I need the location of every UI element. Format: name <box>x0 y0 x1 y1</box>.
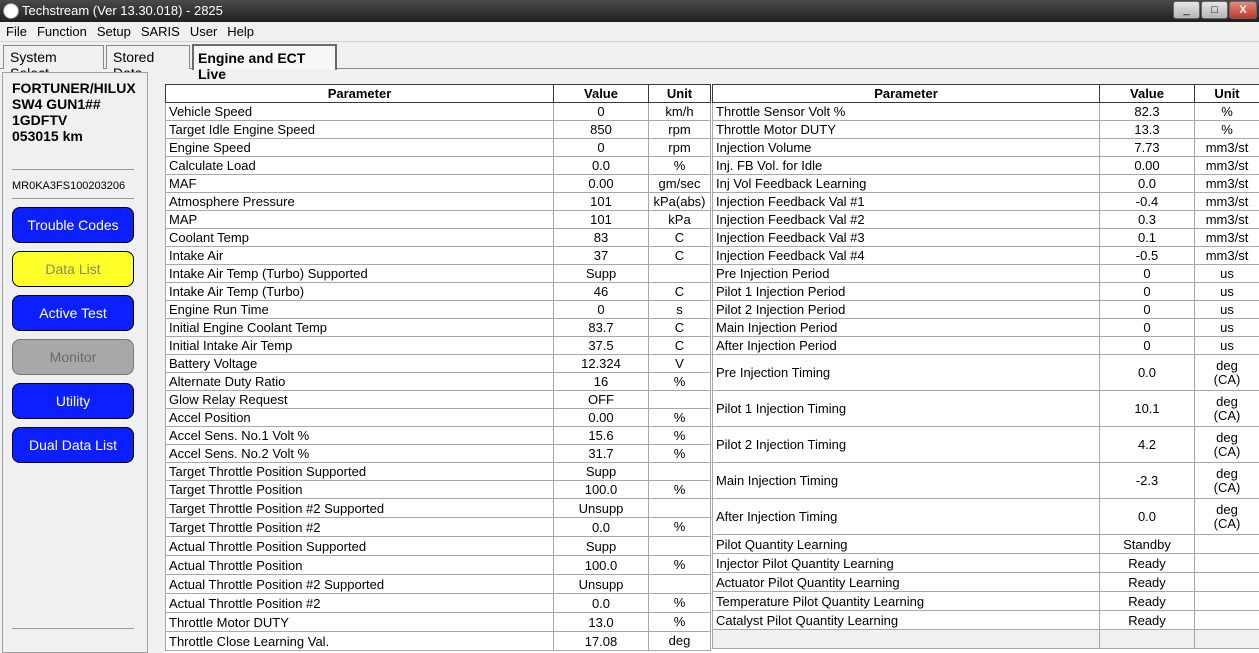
unit-header[interactable]: Unit <box>1195 85 1259 103</box>
value-cell: 0.00 <box>554 409 649 427</box>
value-cell: 0 <box>1100 283 1195 301</box>
parameter-cell: Pre Injection Period <box>713 265 1100 283</box>
parameter-cell: Actual Throttle Position <box>166 556 554 575</box>
unit-cell: kPa <box>649 211 711 229</box>
unit-cell: mm3/st <box>1195 247 1259 265</box>
table-row[interactable] <box>166 193 711 211</box>
value-cell: 13.3 <box>1100 121 1195 139</box>
parameter-header[interactable]: Parameter <box>713 85 1100 103</box>
table-row[interactable] <box>713 592 1259 611</box>
parameter-cell: Catalyst Pilot Quantity Learning <box>713 611 1100 630</box>
parameter-cell: Vehicle Speed <box>166 103 554 121</box>
value-cell: Supp <box>554 537 649 556</box>
value-cell: 100.0 <box>554 556 649 575</box>
unit-cell: deg (CA) <box>1195 391 1259 427</box>
table-row[interactable] <box>713 535 1259 554</box>
table-row[interactable] <box>166 575 711 594</box>
parameter-cell: Target Throttle Position #2 <box>166 518 554 537</box>
unit-cell: % <box>1195 121 1259 139</box>
unit-cell: C <box>649 229 711 247</box>
parameter-cell: Injection Feedback Val #4 <box>713 247 1100 265</box>
value-cell: Standby <box>1100 535 1195 554</box>
unit-cell <box>649 499 711 518</box>
unit-cell <box>649 391 711 409</box>
value-cell: 46 <box>554 283 649 301</box>
unit-cell: V <box>649 355 711 373</box>
monitor-button: Monitor <box>12 339 134 375</box>
unit-cell: kPa(abs) <box>649 193 711 211</box>
vehicle-engine-code: SW4 GUN1## <box>12 96 101 112</box>
parameter-cell: Actual Throttle Position Supported <box>166 537 554 556</box>
minimize-button[interactable]: _ <box>1173 1 1200 19</box>
table-row[interactable] <box>713 103 1259 121</box>
parameter-cell: Pilot 1 Injection Period <box>713 283 1100 301</box>
unit-cell: deg (CA) <box>1195 427 1259 463</box>
table-row[interactable] <box>166 283 711 301</box>
parameter-cell: Injection Feedback Val #2 <box>713 211 1100 229</box>
parameter-cell: Pilot 2 Injection Timing <box>713 427 1100 463</box>
table-row[interactable] <box>166 121 711 139</box>
sidebar-divider <box>12 169 134 170</box>
parameter-cell: Pre Injection Timing <box>713 355 1100 391</box>
parameter-cell: Pilot Quantity Learning <box>713 535 1100 554</box>
trouble-codes-button[interactable]: Trouble Codes <box>12 207 134 243</box>
menu-setup[interactable]: Setup <box>96 24 131 39</box>
parameter-cell: Engine Run Time <box>166 301 554 319</box>
value-cell: 13.0 <box>554 613 649 632</box>
table-row[interactable] <box>713 211 1259 229</box>
table-row[interactable] <box>713 175 1259 193</box>
parameter-cell: Intake Air Temp (Turbo) <box>166 283 554 301</box>
value-cell: 0.0 <box>1100 355 1195 391</box>
value-cell: 0 <box>1100 265 1195 283</box>
value-cell: 7.73 <box>1100 139 1195 157</box>
parameter-cell: MAF <box>166 175 554 193</box>
table-row[interactable] <box>166 632 711 651</box>
value-cell: 101 <box>554 211 649 229</box>
value-cell: 0 <box>554 139 649 157</box>
value-cell: 0 <box>1100 301 1195 319</box>
tab-stored-data[interactable]: Stored <box>106 45 190 69</box>
parameter-cell: Calculate Load <box>166 157 554 175</box>
unit-cell: us <box>1195 283 1259 301</box>
table-row[interactable] <box>713 193 1259 211</box>
unit-cell: mm3/st <box>1195 175 1259 193</box>
unit-cell: deg (CA) <box>1195 355 1259 391</box>
table-row[interactable] <box>166 373 711 391</box>
table-row[interactable] <box>166 427 711 445</box>
value-cell: 0 <box>1100 319 1195 337</box>
unit-cell: us <box>1195 301 1259 319</box>
vehicle-engine-type: 1GDFTV <box>12 112 68 128</box>
value-cell: 16 <box>554 373 649 391</box>
value-cell: Supp <box>554 463 649 481</box>
parameter-cell: Initial Engine Coolant Temp <box>166 319 554 337</box>
table-row[interactable] <box>166 211 711 229</box>
parameter-header[interactable]: Parameter <box>166 85 554 103</box>
unit-cell <box>649 265 711 283</box>
value-cell: 12.324 <box>554 355 649 373</box>
value-cell: -2.3 <box>1100 463 1195 499</box>
table-row[interactable] <box>713 319 1259 337</box>
parameter-cell: Initial Intake Air Temp <box>166 337 554 355</box>
parameter-cell: Accel Position <box>166 409 554 427</box>
value-cell: -0.5 <box>1100 247 1195 265</box>
unit-cell <box>1195 535 1259 554</box>
utility-button[interactable]: Utility <box>12 383 134 419</box>
value-header[interactable]: Value <box>1100 85 1195 103</box>
maximize-button[interactable]: □ <box>1201 1 1228 19</box>
empty-cell <box>1100 630 1195 649</box>
unit-cell: % <box>649 445 711 463</box>
table-row[interactable] <box>166 265 711 283</box>
value-cell: 17.08 <box>554 632 649 651</box>
table-row[interactable] <box>166 556 711 575</box>
table-row[interactable] <box>166 103 711 121</box>
unit-cell: km/h <box>649 103 711 121</box>
value-cell: -0.4 <box>1100 193 1195 211</box>
value-cell: 0.0 <box>1100 175 1195 193</box>
table-row[interactable] <box>166 157 711 175</box>
table-row[interactable] <box>713 229 1259 247</box>
unit-cell: s <box>649 301 711 319</box>
menu-file[interactable]: File <box>6 24 27 39</box>
parameter-cell: After Injection Period <box>713 337 1100 355</box>
table-row[interactable] <box>166 301 711 319</box>
unit-cell: % <box>649 594 711 613</box>
table-row[interactable] <box>713 427 1259 463</box>
table-row[interactable] <box>713 337 1259 355</box>
unit-cell: % <box>649 481 711 499</box>
value-cell: 37 <box>554 247 649 265</box>
sidebar-divider <box>12 198 134 199</box>
value-cell: 83 <box>554 229 649 247</box>
parameter-cell: Injector Pilot Quantity Learning <box>713 554 1100 573</box>
value-cell: 850 <box>554 121 649 139</box>
table-row[interactable] <box>713 499 1259 535</box>
close-button[interactable]: X <box>1229 1 1257 19</box>
unit-cell: us <box>1195 337 1259 355</box>
parameter-cell: Accel Sens. No.2 Volt % <box>166 445 554 463</box>
unit-cell: C <box>649 283 711 301</box>
unit-cell: mm3/st <box>1195 229 1259 247</box>
value-cell: 15.6 <box>554 427 649 445</box>
value-cell: 83.7 <box>554 319 649 337</box>
parameter-cell: Throttle Motor DUTY <box>713 121 1100 139</box>
parameter-cell: Pilot 1 Injection Timing <box>713 391 1100 427</box>
parameter-cell: Intake Air <box>166 247 554 265</box>
vin-label: MR0KA3FS100203206 <box>12 180 126 192</box>
table-row[interactable] <box>166 247 711 265</box>
parameter-cell: Throttle Close Learning Val. <box>166 632 554 651</box>
parameter-cell: Target Throttle Position <box>166 481 554 499</box>
table-row[interactable] <box>166 409 711 427</box>
value-cell: Unsupp <box>554 499 649 518</box>
table-row[interactable] <box>713 554 1259 573</box>
value-cell: 0.0 <box>554 518 649 537</box>
unit-cell: mm3/st <box>1195 211 1259 229</box>
unit-cell: rpm <box>649 121 711 139</box>
parameter-cell: Actual Throttle Position #2 <box>166 594 554 613</box>
unit-cell: % <box>649 157 711 175</box>
value-cell: 0.00 <box>1100 157 1195 175</box>
unit-header[interactable]: Unit <box>649 85 711 103</box>
unit-cell: us <box>1195 319 1259 337</box>
table-row[interactable] <box>166 594 711 613</box>
table-row[interactable] <box>166 355 711 373</box>
value-cell: OFF <box>554 391 649 409</box>
parameter-cell: Coolant Temp <box>166 229 554 247</box>
empty-row <box>713 630 1259 649</box>
tab-system-select[interactable]: System <box>3 45 104 69</box>
value-cell: 0.1 <box>1100 229 1195 247</box>
value-cell: 0.0 <box>554 594 649 613</box>
table-row[interactable] <box>166 518 711 537</box>
unit-cell: % <box>649 427 711 445</box>
parameter-cell: Injection Feedback Val #1 <box>713 193 1100 211</box>
parameter-cell: Injection Volume <box>713 139 1100 157</box>
value-cell: 0 <box>1100 337 1195 355</box>
unit-cell: gm/sec <box>649 175 711 193</box>
table-row[interactable] <box>166 445 711 463</box>
parameter-cell: Battery Voltage <box>166 355 554 373</box>
parameter-cell: Target Throttle Position #2 Supported <box>166 499 554 518</box>
table-row[interactable] <box>166 139 711 157</box>
unit-cell <box>1195 573 1259 592</box>
unit-cell: mm3/st <box>1195 193 1259 211</box>
value-cell: 101 <box>554 193 649 211</box>
value-cell: 82.3 <box>1100 103 1195 121</box>
value-cell: Supp <box>554 265 649 283</box>
data-list-panel <box>165 84 1259 653</box>
value-cell: 10.1 <box>1100 391 1195 427</box>
unit-cell: % <box>649 409 711 427</box>
value-cell: 0.00 <box>554 175 649 193</box>
value-cell: 37.5 <box>554 337 649 355</box>
parameter-cell: Injection Feedback Val #3 <box>713 229 1100 247</box>
table-row[interactable] <box>166 537 711 556</box>
parameter-cell: Inj Vol Feedback Learning <box>713 175 1100 193</box>
techstream-app-icon[interactable] <box>3 3 19 19</box>
unit-cell: % <box>1195 103 1259 121</box>
unit-cell: deg (CA) <box>1195 463 1259 499</box>
table-row[interactable] <box>713 283 1259 301</box>
empty-cell <box>713 630 1100 649</box>
menu-saris[interactable]: SARIS <box>140 24 180 39</box>
value-cell: 0.0 <box>554 157 649 175</box>
value-cell: Ready <box>1100 592 1195 611</box>
table-row[interactable] <box>166 613 711 632</box>
unit-cell <box>649 575 711 594</box>
data-table-left <box>165 84 711 651</box>
unit-cell: us <box>1195 265 1259 283</box>
parameter-cell: Main Injection Period <box>713 319 1100 337</box>
value-cell: 0.0 <box>1100 499 1195 535</box>
table-row[interactable] <box>166 481 711 499</box>
unit-cell: C <box>649 247 711 265</box>
dual-data-list-button[interactable]: Dual Data List <box>12 427 134 463</box>
value-cell: 100.0 <box>554 481 649 499</box>
table-row[interactable] <box>166 229 711 247</box>
value-cell: Ready <box>1100 611 1195 630</box>
unit-cell: % <box>649 373 711 391</box>
tab-bar <box>0 43 1259 82</box>
parameter-cell: Glow Relay Request <box>166 391 554 409</box>
value-cell: 0 <box>554 103 649 121</box>
table-row[interactable] <box>166 499 711 518</box>
table-row[interactable] <box>713 463 1259 499</box>
active-test-button[interactable]: Active Test <box>12 295 134 331</box>
unit-cell: C <box>649 319 711 337</box>
value-cell: 31.7 <box>554 445 649 463</box>
table-row[interactable] <box>713 157 1259 175</box>
parameter-cell: Target Idle Engine Speed <box>166 121 554 139</box>
parameter-cell: Target Throttle Position Supported <box>166 463 554 481</box>
parameter-cell: Accel Sens. No.1 Volt % <box>166 427 554 445</box>
parameter-cell: Inj. FB Vol. for Idle <box>713 157 1100 175</box>
data-list-button[interactable]: Data List <box>12 251 134 287</box>
odometer: 053015 km <box>12 128 83 144</box>
parameter-cell: Atmosphere Pressure <box>166 193 554 211</box>
unit-cell <box>1195 554 1259 573</box>
unit-cell: % <box>649 518 711 537</box>
unit-cell <box>1195 592 1259 611</box>
table-row[interactable] <box>713 265 1259 283</box>
title-bar <box>0 0 1259 22</box>
table-row[interactable] <box>713 301 1259 319</box>
parameter-cell: Throttle Motor DUTY <box>166 613 554 632</box>
unit-cell: deg (CA) <box>1195 499 1259 535</box>
parameter-cell: Throttle Sensor Volt % <box>713 103 1100 121</box>
table-row[interactable] <box>713 121 1259 139</box>
empty-cell <box>1195 630 1259 649</box>
parameter-cell: Alternate Duty Ratio <box>166 373 554 391</box>
parameter-cell: Intake Air Temp (Turbo) Supported <box>166 265 554 283</box>
value-cell: Unsupp <box>554 575 649 594</box>
value-cell: Ready <box>1100 554 1195 573</box>
value-cell: 4.2 <box>1100 427 1195 463</box>
menu-bar <box>0 22 1259 42</box>
parameter-cell: Engine Speed <box>166 139 554 157</box>
window-title: Techstream (Ver 13.30.018) - 2825 <box>22 3 223 18</box>
data-table-right <box>712 84 1259 649</box>
parameter-cell: MAP <box>166 211 554 229</box>
menu-user[interactable]: User <box>189 24 218 39</box>
value-header[interactable]: Value <box>554 85 649 103</box>
tab-engine-ect-live[interactable]: Engine and ECT Live <box>192 44 337 70</box>
unit-cell: % <box>649 556 711 575</box>
unit-cell: % <box>649 613 711 632</box>
table-row[interactable] <box>713 391 1259 427</box>
menu-help[interactable]: Help <box>227 24 255 39</box>
vehicle-info <box>12 80 136 144</box>
table-row[interactable] <box>166 319 711 337</box>
value-cell: 0.3 <box>1100 211 1195 229</box>
table-row[interactable] <box>166 175 711 193</box>
parameter-cell: Pilot 2 Injection Period <box>713 301 1100 319</box>
parameter-cell: Actuator Pilot Quantity Learning <box>713 573 1100 592</box>
table-row[interactable] <box>713 247 1259 265</box>
sidebar-divider <box>12 628 134 629</box>
value-cell: Ready <box>1100 573 1195 592</box>
unit-cell <box>649 463 711 481</box>
unit-cell <box>1195 611 1259 630</box>
parameter-cell: After Injection Timing <box>713 499 1100 535</box>
unit-cell: mm3/st <box>1195 139 1259 157</box>
menu-function[interactable]: Function <box>36 24 87 39</box>
table-row[interactable] <box>713 573 1259 592</box>
unit-cell: C <box>649 337 711 355</box>
table-row[interactable] <box>166 463 711 481</box>
parameter-cell: Actual Throttle Position #2 Supported <box>166 575 554 594</box>
unit-cell <box>649 537 711 556</box>
unit-cell: deg <box>649 632 711 651</box>
unit-cell: mm3/st <box>1195 157 1259 175</box>
table-row[interactable] <box>166 337 711 355</box>
table-row[interactable] <box>713 139 1259 157</box>
sidebar <box>2 72 148 653</box>
parameter-cell: Temperature Pilot Quantity Learning <box>713 592 1100 611</box>
table-row[interactable] <box>713 611 1259 630</box>
unit-cell: rpm <box>649 139 711 157</box>
value-cell: 0 <box>554 301 649 319</box>
table-row[interactable] <box>166 391 711 409</box>
table-row[interactable] <box>713 355 1259 391</box>
vehicle-model: FORTUNER/HILUX <box>12 80 136 96</box>
parameter-cell: Main Injection Timing <box>713 463 1100 499</box>
